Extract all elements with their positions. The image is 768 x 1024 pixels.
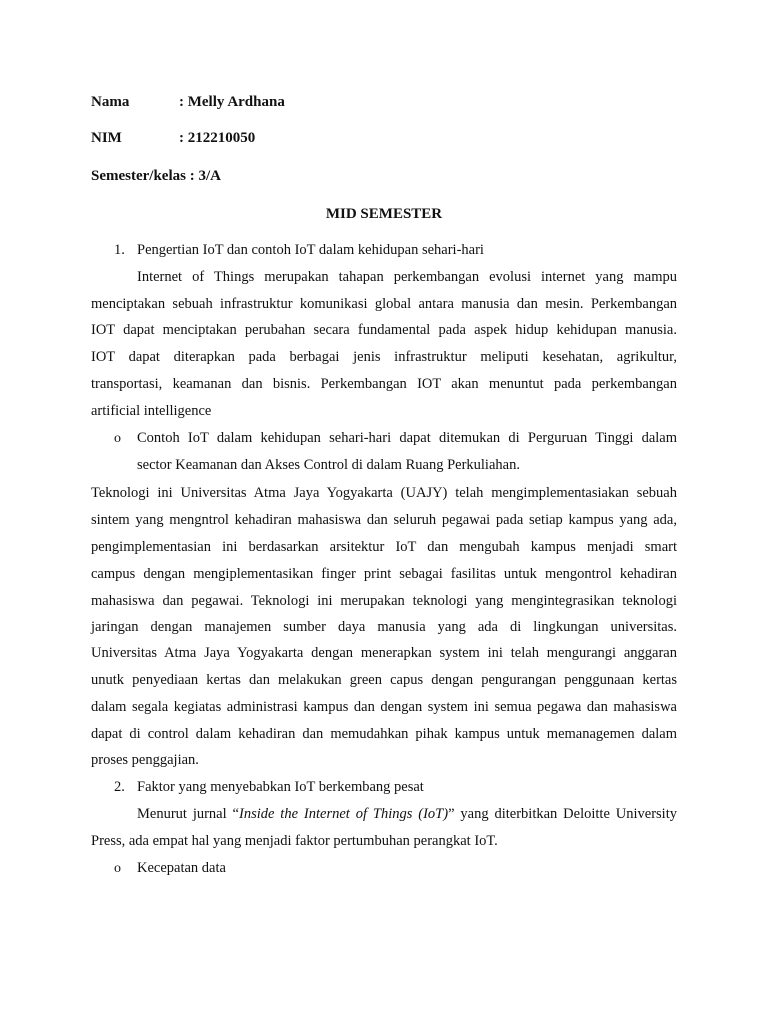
bullet-text-line: Contoh IoT dalam kehidupan sehari-hari dapat ditemukan di Perguruan Tinggi dalam [137,430,677,446]
name-value: : Melly Ardhana [179,94,285,110]
section1-para2-line: proses penggajian. [91,752,199,768]
section1-number: 1. [114,242,125,258]
section1-para-line: artificial intelligence [91,403,212,419]
nim-value: : 212210050 [179,130,256,146]
section1-para-line: IOT dapat menciptakan perubahan secara fundamental pada aspek hidup kehidupan manusia. [91,322,677,338]
semester-row: Semester/kelas : 3/A [91,168,221,184]
section2-number: 2. [114,779,125,795]
nim-label: NIM [91,130,122,146]
section1-para2-line: jaringan dengan manajemen sumber daya manusia yang ada di lingkungan universitas. [91,619,677,635]
section1-heading: Pengertian IoT dan contoh IoT dalam kehidupan sehari-hari [137,242,484,258]
section1-para2-line: unutk penyediaan kertas dan melakukan green capus dengan pengurangan penggunaan kertas [91,672,677,688]
section2-para-line [137,806,677,823]
section1-para2-line: dalam segala kegiatas administrasi kampus dan dengan system ini semua pegawa dan mahasiswa [91,699,677,715]
section1-para-line: Internet of Things merupakan tahapan perkembangan evolusi internet yang mampu [137,269,677,285]
section1-para2-line: Universitas Atma Jaya Yogyakarta dengan menerapkan system ini telah mengurangi anggaran [91,645,677,661]
bullet-marker: o [114,431,121,446]
section1-para-line: transportasi, keamanan dan bisnis. Perkembangan IOT akan menuntut pada perkembangan [91,376,677,392]
page-title: MID SEMESTER [325,206,443,222]
name-label: Nama [91,94,130,110]
section1-para2-line: dapat di control dalam kehadiran dan memudahkan pihak kampus untuk memanagemen dalam [91,726,677,742]
section1-para-line: IOT dapat diterapkan pada berbagai jenis infrastruktur meliputi kesehatan, agrikultur, [91,349,677,365]
name-row [91,94,285,111]
section1-para2-line: campus dengan mengiplementasikan finger print sebagai fasilitas untuk mengontrol kehadiran [91,566,677,582]
bullet-text-line: sector Keamanan dan Akses Control di dalam Ruang Perkuliahan. [137,457,520,473]
section1-para2-line: pengimplementasian ini berdasarkan arsitektur IoT dan mengubah kampus menjadi smart [91,539,677,555]
section1-para2-line: sintem yang mengntrol kehadiran mahasiswa dan seluruh pegawai pada setiap kampus yang ada, [91,512,677,528]
section2-para-suffix: ” yang diterbitkan Deloitte University [448,806,677,822]
section2-heading: Faktor yang menyebabkan IoT berkembang pesat [137,779,424,795]
section2-para-prefix: Menurut jurnal “ [137,806,239,822]
section1-para2-line: Teknologi ini Universitas Atma Jaya Yogyakarta (UAJY) telah mengimplementasiakan sebuah [91,485,677,501]
nim-row [91,130,255,147]
journal-title: Inside the Internet of Things (IoT) [238,806,449,822]
bullet-text: Kecepatan data [137,860,226,876]
bullet-marker: o [114,861,121,876]
section2-para-line: Press, ada empat hal yang menjadi faktor pertumbuhan perangkat IoT. [91,833,498,849]
section1-para2-line: mahasiswa dan pegawai. Teknologi ini merupakan teknologi yang mengintegrasikan teknologi [91,593,677,609]
section1-para-line: menciptakan sebuah infrastruktur komunikasi global antara manusia dan mesin. Perkembangan [91,296,677,312]
